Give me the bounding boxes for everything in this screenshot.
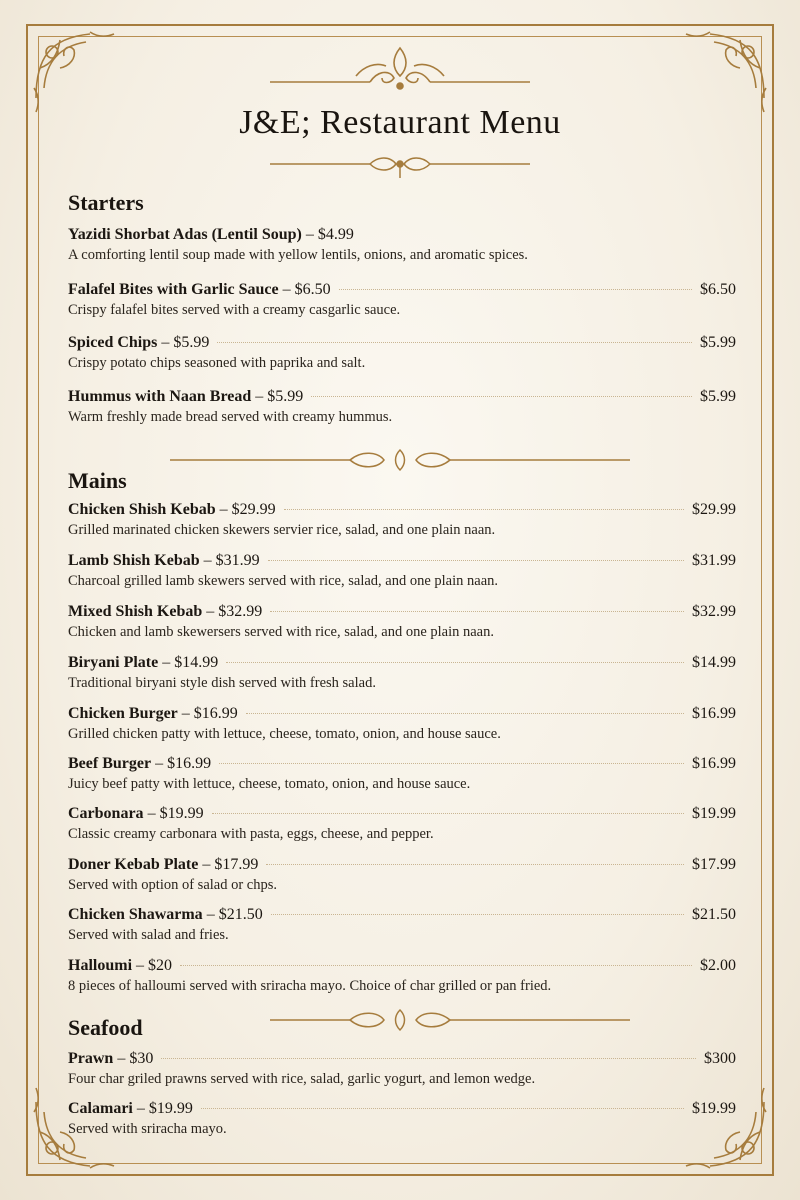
menu-item	[68, 334, 736, 372]
dot-leader	[219, 763, 684, 764]
item-separator: –	[202, 856, 211, 873]
item-right-price: $16.99	[692, 705, 736, 722]
menu-item	[68, 957, 736, 995]
item-separator: –	[206, 603, 215, 620]
item-price: $6.50	[294, 281, 331, 298]
menu-item	[68, 1050, 736, 1088]
dot-leader	[226, 662, 684, 663]
item-separator: –	[181, 705, 190, 722]
dot-leader	[246, 713, 684, 714]
item-price: $20	[148, 957, 173, 974]
item-price: $32.99	[218, 603, 263, 620]
item-right-price: $2.00	[700, 957, 736, 974]
dot-leader	[270, 611, 684, 612]
item-price: $16.99	[193, 705, 238, 722]
item-name: Halloumi	[68, 957, 133, 974]
item-name: Hummus with Naan Bread	[68, 388, 252, 405]
item-price: $4.99	[317, 226, 354, 243]
item-description: Crispy falafel bites served with a creamy casgarlic sauce.	[68, 302, 401, 318]
section-divider-icon	[170, 448, 630, 472]
item-separator: –	[161, 334, 170, 351]
menu-item	[68, 388, 736, 426]
title-divider-icon	[250, 152, 550, 182]
item-name: Spiced Chips	[68, 334, 158, 351]
item-price: $19.99	[159, 805, 204, 822]
dot-leader	[180, 965, 692, 966]
item-right-price: $19.99	[692, 1100, 736, 1117]
item-right-price: $21.50	[692, 906, 736, 923]
item-right-price: $31.99	[692, 552, 736, 569]
item-separator: –	[136, 1100, 145, 1117]
item-name: Falafel Bites with Garlic Sauce	[68, 281, 279, 298]
menu-item	[68, 755, 736, 793]
dot-leader	[201, 1108, 684, 1109]
item-right-price: $300	[704, 1050, 736, 1067]
item-price: $17.99	[214, 856, 259, 873]
item-separator: –	[155, 755, 164, 772]
item-description: Crispy potato chips seasoned with paprika and salt.	[68, 355, 366, 371]
item-name: Chicken Shish Kebab	[68, 501, 216, 518]
item-right-price: $6.50	[700, 281, 736, 298]
item-name: Doner Kebab Plate	[68, 856, 199, 873]
item-description: A comforting lentil soup made with yellow lentils, onions, and aromatic spices.	[68, 247, 528, 263]
item-description: Chicken and lamb skewersers served with rice, salad, and one plain naan.	[68, 624, 494, 640]
top-ornament-icon	[260, 40, 540, 100]
menu-item	[68, 1100, 736, 1138]
item-name: Chicken Burger	[68, 705, 178, 722]
item-description: Traditional biryani style dish served with fresh salad.	[68, 675, 376, 691]
section-heading-seafood: Seafood	[68, 1015, 143, 1040]
item-name: Mixed Shish Kebab	[68, 603, 203, 620]
dot-leader	[339, 289, 692, 290]
section-heading-mains: Mains	[68, 468, 127, 493]
item-price: $16.99	[167, 755, 212, 772]
dot-leader	[271, 914, 684, 915]
item-description: Served with salad and fries.	[68, 927, 229, 943]
menu-item	[68, 906, 736, 944]
item-separator: –	[117, 1050, 126, 1067]
menu-item	[68, 552, 736, 590]
menu-item	[68, 603, 736, 641]
item-separator: –	[282, 281, 291, 298]
item-description: 8 pieces of halloumi served with sriracha mayo. Choice of char grilled or pan fried.	[68, 978, 552, 994]
menu-item	[68, 805, 736, 843]
item-separator: –	[255, 388, 264, 405]
menu-item	[68, 856, 736, 894]
item-right-price: $19.99	[692, 805, 736, 822]
item-separator: –	[162, 654, 171, 671]
item-name: Chicken Shawarma	[68, 906, 203, 923]
item-description: Charcoal grilled lamb skewers served with rice, salad, and one plain naan.	[68, 573, 499, 589]
dot-leader	[284, 509, 684, 510]
item-name: Prawn	[68, 1050, 114, 1067]
dot-leader	[161, 1058, 696, 1059]
item-description: Warm freshly made bread served with creamy hummus.	[68, 409, 393, 425]
section-divider-icon	[170, 1008, 630, 1032]
dot-leader	[311, 396, 692, 397]
menu-item	[68, 501, 736, 539]
item-separator: –	[206, 906, 215, 923]
dot-leader	[268, 560, 684, 561]
item-right-price: $5.99	[700, 334, 736, 351]
item-name: Lamb Shish Kebab	[68, 552, 200, 569]
item-right-price: $14.99	[692, 654, 736, 671]
menu-item	[68, 705, 736, 743]
item-separator: –	[203, 552, 212, 569]
item-description: Served with option of salad or chps.	[68, 877, 278, 893]
item-price: $21.50	[218, 906, 263, 923]
menu-item	[68, 281, 736, 319]
item-description: Juicy beef patty with lettuce, cheese, tomato, onion, and house sauce.	[68, 776, 471, 792]
item-description: Grilled marinated chicken skewers servier rice, salad, and one plain naan.	[68, 522, 496, 538]
item-description: Four char griled prawns served with rice, salad, garlic yogurt, and lemon wedge.	[68, 1071, 536, 1087]
item-description: Classic creamy carbonara with pasta, eggs, cheese, and pepper.	[68, 826, 434, 842]
dot-leader	[217, 342, 692, 343]
item-right-price: $16.99	[692, 755, 736, 772]
item-price: $14.99	[174, 654, 219, 671]
item-name: Carbonara	[68, 805, 144, 822]
item-price: $30	[129, 1050, 154, 1067]
item-separator: –	[305, 226, 314, 243]
section-heading-starters: Starters	[68, 190, 144, 215]
item-name: Beef Burger	[68, 755, 152, 772]
item-description: Grilled chicken patty with lettuce, cheese, tomato, onion, and house sauce.	[68, 726, 501, 742]
item-price: $5.99	[267, 388, 304, 405]
item-right-price: $32.99	[692, 603, 736, 620]
item-right-price: $5.99	[700, 388, 736, 405]
item-separator: –	[136, 957, 145, 974]
item-description: Served with sriracha mayo.	[68, 1121, 227, 1137]
page-title: J&E; Restaurant Menu	[239, 104, 561, 141]
item-price: $29.99	[231, 501, 276, 518]
dot-leader	[212, 813, 684, 814]
item-name: Biryani Plate	[68, 654, 159, 671]
dot-leader	[266, 864, 684, 865]
item-price: $31.99	[215, 552, 260, 569]
item-right-price: $29.99	[692, 501, 736, 518]
item-price: $5.99	[173, 334, 210, 351]
menu-item	[68, 654, 736, 692]
item-separator: –	[147, 805, 156, 822]
item-name: Calamari	[68, 1100, 133, 1117]
menu-item	[68, 226, 736, 264]
item-right-price: $17.99	[692, 856, 736, 873]
item-separator: –	[219, 501, 228, 518]
item-name: Yazidi Shorbat Adas (Lentil Soup)	[68, 226, 302, 243]
item-price: $19.99	[148, 1100, 193, 1117]
